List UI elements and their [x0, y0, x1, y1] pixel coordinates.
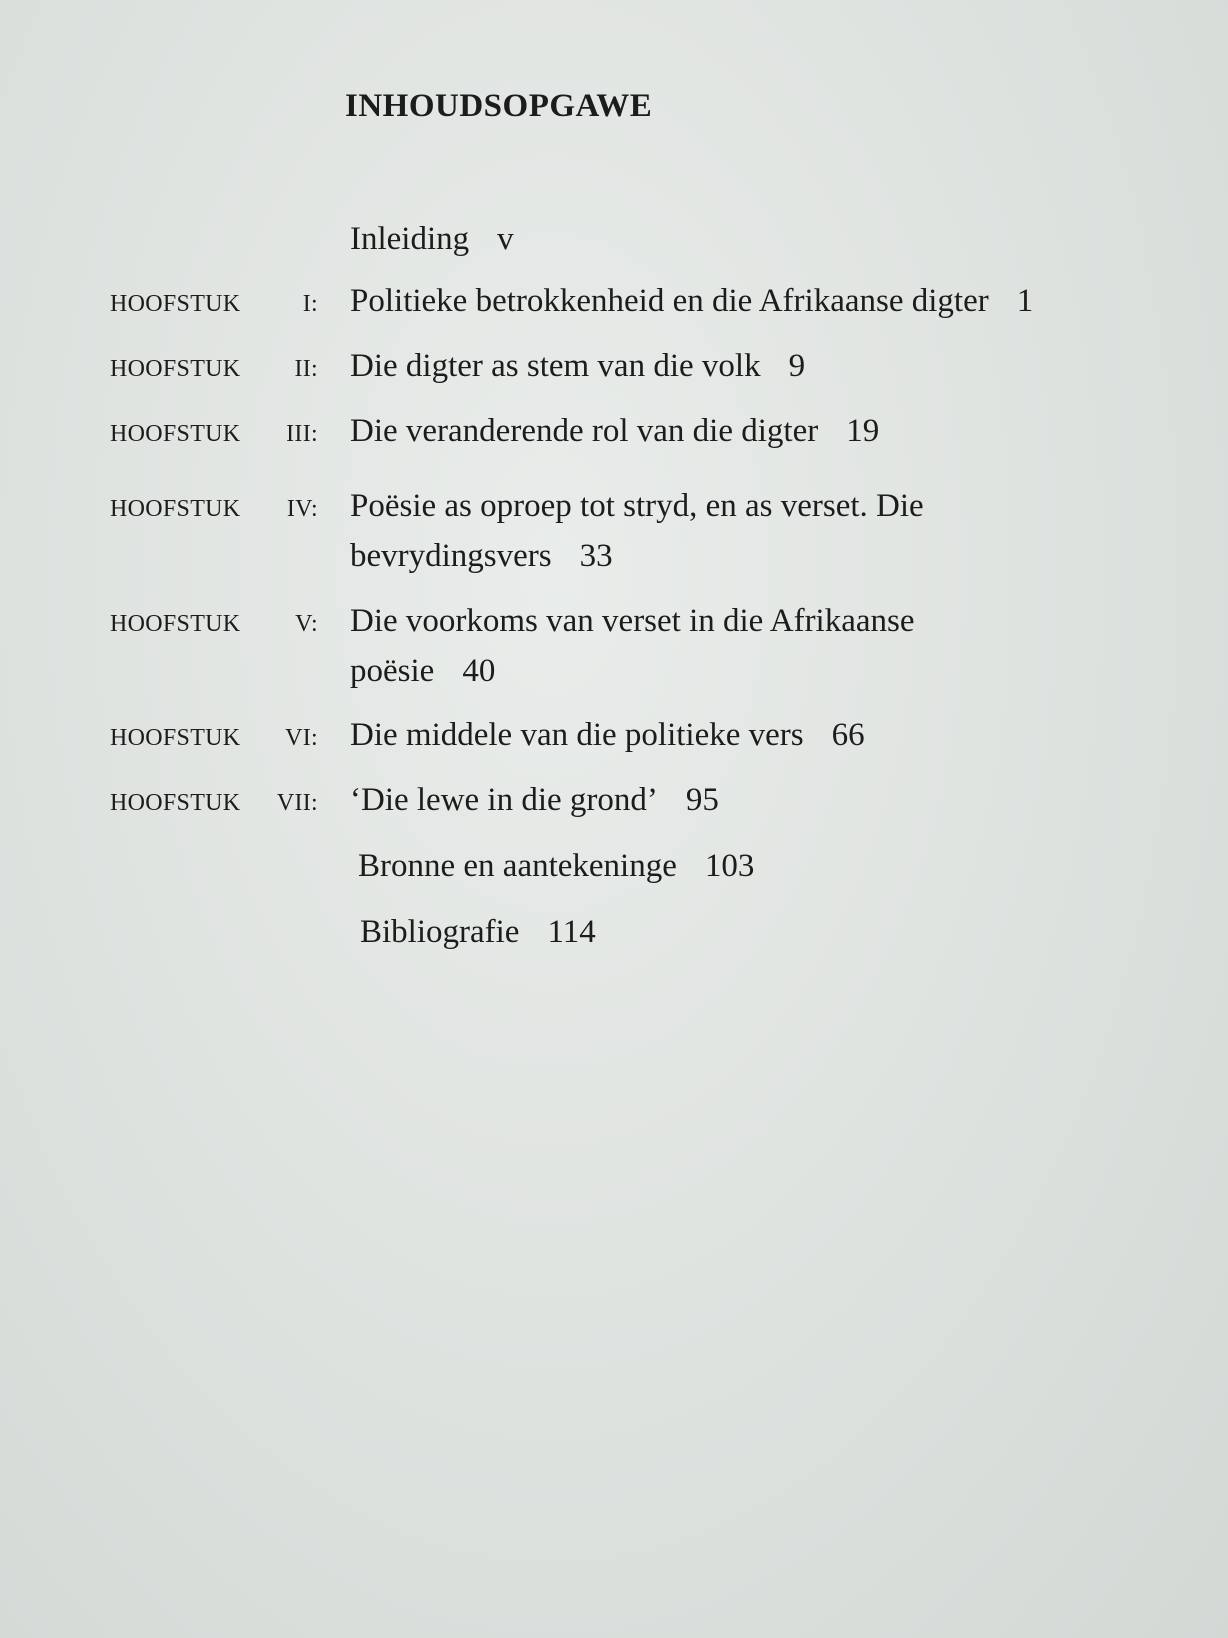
toc-page-number: 95	[685, 782, 719, 818]
toc-entry-title: ‘Die lewe in die grond’	[350, 782, 658, 818]
toc-entry-text	[358, 841, 1148, 891]
chapter-word: HOOFSTUK	[110, 421, 241, 447]
toc-entry-title: Die veranderende rol van die digter	[350, 413, 819, 449]
toc-entry-title: Poësie as oproep tot stryd, en as verset. Die bevrydingsvers	[350, 488, 924, 574]
toc-page-number: 103	[704, 848, 755, 884]
toc-page-number: 19	[846, 413, 880, 449]
toc-entry-title: Die middele van die politieke vers	[350, 717, 804, 753]
toc-entry-text	[350, 710, 1140, 760]
toc-page-number: 66	[831, 717, 865, 753]
chapter-numeral: VI:	[285, 725, 318, 751]
chapter-word: HOOFSTUK	[110, 725, 241, 751]
toc-page-number: v	[497, 221, 514, 257]
chapter-word: HOOFSTUK	[110, 790, 241, 816]
toc-entry-text	[350, 214, 1140, 264]
toc-entry-title: Politieke betrokkenheid en die Afrikaanse digter	[350, 283, 989, 319]
toc-entry-text	[350, 276, 1220, 326]
chapter-numeral: VII:	[276, 790, 318, 816]
toc-entry-text	[350, 481, 990, 581]
toc-entry-title: Bibliografie	[360, 914, 520, 950]
toc-entry-text	[350, 775, 1140, 825]
chapter-numeral: II:	[294, 356, 318, 382]
toc-entry-title: Die voorkoms van verset in die Afrikaanse poësie	[350, 603, 915, 689]
chapter-numeral: V:	[295, 611, 318, 637]
toc-entry-text	[350, 341, 1140, 391]
page-title: INHOUDSOPGAWE	[345, 88, 653, 124]
toc-entry-text	[360, 907, 1150, 957]
toc-page-number: 114	[547, 914, 596, 950]
toc-page-number: 40	[462, 653, 496, 689]
chapter-numeral: I:	[302, 291, 318, 317]
chapter-word: HOOFSTUK	[110, 611, 241, 637]
chapter-numeral: III:	[286, 421, 318, 447]
chapter-word: HOOFSTUK	[110, 496, 241, 522]
toc-page-number: 33	[579, 538, 613, 574]
chapter-word: HOOFSTUK	[110, 291, 241, 317]
toc-entry-text	[350, 406, 1140, 456]
toc-page-number: 1	[1016, 283, 1034, 319]
toc-entry-title: Die digter as stem van die volk	[350, 348, 761, 384]
toc-entry-title: Inleiding	[350, 221, 470, 257]
toc-page-number: 9	[788, 348, 806, 384]
toc-entry-text	[350, 596, 990, 696]
toc-entry-title: Bronne en aantekeninge	[358, 848, 677, 884]
chapter-word: HOOFSTUK	[110, 356, 241, 382]
chapter-numeral: IV:	[286, 496, 318, 522]
